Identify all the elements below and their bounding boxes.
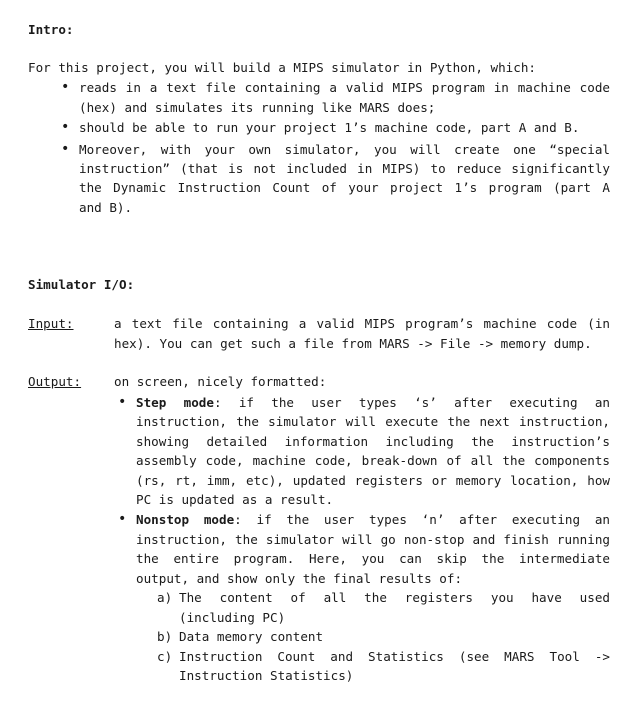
step-line3: showing detailed information including the instruction’s	[136, 434, 610, 449]
result-marker-a: a)	[157, 590, 173, 605]
nonstop-line1-text: : if the user types ‘n’ after executing an	[234, 512, 610, 527]
bullet-icon: •	[61, 141, 70, 157]
intro-bullet3-line3: the Dynamic Instruction Count of your project 1’s program (part A	[79, 180, 610, 195]
intro-bullet3-line4: and B).	[79, 200, 133, 215]
result-c-line1: Instruction Count and Statistics (see MARS Tool ->	[179, 649, 610, 664]
intro-bullet2-line1: should be able to run your project 1’s machine code, part A and B.	[79, 120, 580, 135]
step-line1-text: : if the user types ‘s’ after executing an	[213, 395, 610, 410]
intro-bullet1-line2: (hex) and simulates its running like MARS does;	[79, 100, 436, 115]
step-line1	[136, 393, 610, 413]
result-marker-c: c)	[157, 649, 173, 664]
nonstop-line3: the entire program. Here, you can skip the intermediate	[136, 551, 610, 566]
bullet-icon: •	[118, 394, 127, 410]
intro-bullet1-line1: reads in a text file containing a valid MIPS program in machine code	[79, 80, 610, 95]
intro-bullet3-line2: instruction” (that is not included in MIPS) to reduce significantly	[79, 161, 610, 176]
nonstop-line4: output, and show only the final results of:	[136, 571, 463, 586]
step-term: Step mode	[136, 395, 214, 410]
output-lead: on screen, nicely formatted:	[114, 374, 327, 389]
nonstop-line2: instruction, the simulator will go non-stop and finish running	[136, 532, 610, 547]
bullet-icon: •	[118, 511, 127, 527]
intro-lead: For this project, you will build a MIPS simulator in Python, which:	[28, 60, 536, 75]
result-c-line2: Instruction Statistics)	[179, 668, 354, 683]
input-label: Input:	[28, 316, 74, 331]
result-marker-b: b)	[157, 629, 173, 644]
intro-heading: Intro:	[28, 22, 74, 37]
input-line2: hex). You can get such a file from MARS -> File -> memory dump.	[114, 336, 592, 351]
output-label: Output:	[28, 374, 82, 389]
intro-bullet3-line1: Moreover, with your own simulator, you will create one “special	[79, 142, 610, 157]
step-line5: (rs, rt, imm, etc), updated registers or memory location, how	[136, 473, 610, 488]
bullet-icon: •	[61, 79, 70, 95]
io-heading: Simulator I/O:	[28, 277, 135, 292]
result-a-line2: (including PC)	[179, 610, 286, 625]
input-line1: a text file containing a valid MIPS program’s machine code (in	[114, 316, 610, 331]
result-a-line1: The content of all the registers you have used	[179, 590, 610, 605]
bullet-icon: •	[61, 119, 70, 135]
nonstop-line1	[136, 510, 610, 530]
step-line2: instruction, the simulator will execute the next instruction,	[136, 414, 610, 429]
nonstop-term: Nonstop mode	[136, 512, 235, 527]
step-line4: assembly code, machine code, break-down of all the components	[136, 453, 610, 468]
step-line6: PC is updated as a result.	[136, 492, 334, 507]
result-b-line1: Data memory content	[179, 629, 324, 644]
